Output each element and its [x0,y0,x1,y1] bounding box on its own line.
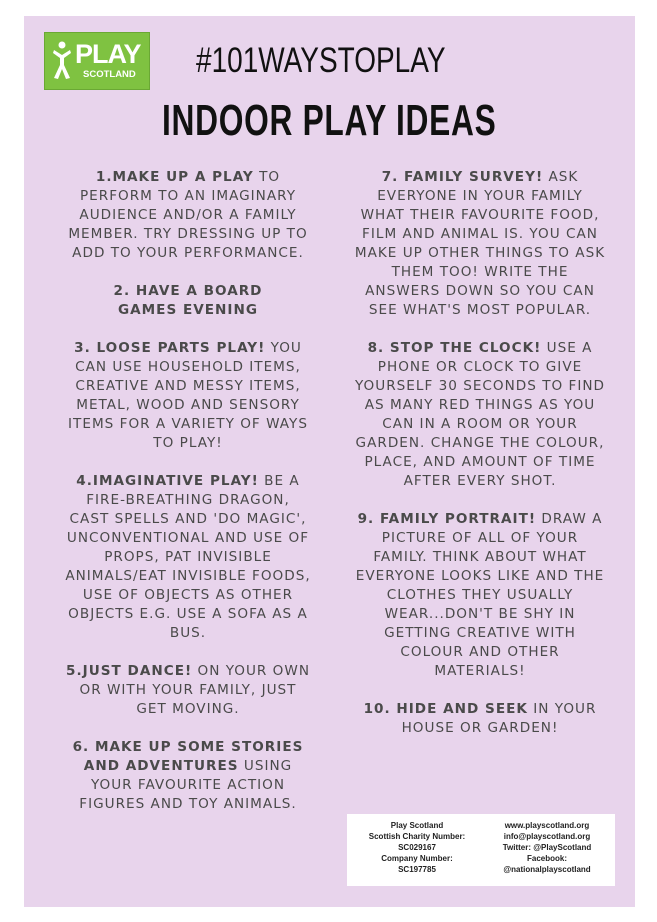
child-figure-icon [51,41,73,81]
idea-item: 5.JUST DANCE! ON YOUR OWN OR WITH YOUR FAMILY, JUST GET MOVING. [66,663,310,717]
logo-wordmark: PLAY [75,39,141,69]
email-link[interactable]: info@playscotland.org [503,832,591,841]
logo-subtitle: SCOTLAND [83,69,136,80]
facebook-handle[interactable]: @nationalplayscotland [503,865,591,874]
website-link[interactable]: www.playscotland.org [504,821,590,830]
idea-item: 9. FAMILY PORTRAIT! DRAW A PICTURE OF ALL OF YOUR FAMILY. THINK ABOUT WHAT EVERYONE LOOKS LIKE AND THE CLOTHES THEY USUALLY WEAR...DON'T BE SHY IN GETTING CREATIVE WITH COLOUR AND OTHER MATERIALS! [355,511,605,679]
idea-item: 10. HIDE AND SEEK IN YOUR HOUSE OR GARDEN! [363,701,597,736]
organisation-details: Play Scotland Scottish Charity Number: SC029167 Company Number: SC197785 [368,821,466,874]
idea-item: 1.MAKE UP A PLAY TO PERFORM TO AN IMAGINARY AUDIENCE AND/OR A FAMILY MEMBER. TRY DRESSING UP TO ADD TO YOUR PERFORMANCE. [68,169,308,261]
idea-item: 4.IMAGINATIVE PLAY! BE A FIRE-BREATHING DRAGON, CAST SPELLS AND 'DO MAGIC', UNCONVENTIONAL AND USE OF PROPS, PAT INVISIBLE ANIMALS/EAT INVISIBLE FOODS, USE OF OBJECTS AS OTHER OBJECTS E.G. USE A SOFA AS A BUS. [65,473,311,641]
ideas-column-right [354,168,606,738]
twitter-handle[interactable]: Twitter: @PlayScotland [502,843,592,852]
play-scotland-logo [44,32,150,90]
idea-item: 2. HAVE A BOARD GAMES EVENING [113,283,263,318]
idea-item: 7. FAMILY SURVEY! ASK EVERYONE IN YOUR FAMILY WHAT THEIR FAVOURITE FOOD, FILM AND ANIMAL IS. YOU CAN MAKE UP OTHER THINGS TO ASK THEM TOO! WRITE THE ANSWERS DOWN SO YOU CAN SEE WHAT'S MOST POPULAR. [354,169,606,318]
idea-item: 3. LOOSE PARTS PLAY! YOU CAN USE HOUSEHOLD ITEMS, CREATIVE AND MESSY ITEMS, METAL, WOOD AND SENSORY ITEMS FOR A VARIETY OF WAYS TO PLAY! [68,340,308,451]
idea-item: 6. MAKE UP SOME STORIES AND ADVENTURES USING YOUR FAVOURITE ACTION FIGURES AND TOY ANIMALS. [72,739,304,812]
ideas-column-left [64,168,312,814]
idea-item: 8. STOP THE CLOCK! USE A PHONE OR CLOCK TO GIVE YOURSELF 30 SECONDS TO FIND AS MANY RED THINGS AS YOU CAN IN A ROOM OR YOUR GARDEN. CHANGE THE COLOUR, PLACE, AND AMOUNT OF TIME AFTER EVERY SHOT. [355,340,605,489]
page-title: INDOOR PLAY IDEAS [162,96,497,145]
hashtag: #101WAYSTOPLAY [196,41,446,80]
poster [24,16,635,907]
contact-box [347,814,615,886]
contact-details: www.playscotland.org info@playscotland.org Twitter: @PlayScotland Facebook: @nationalplayscotland [485,820,609,875]
